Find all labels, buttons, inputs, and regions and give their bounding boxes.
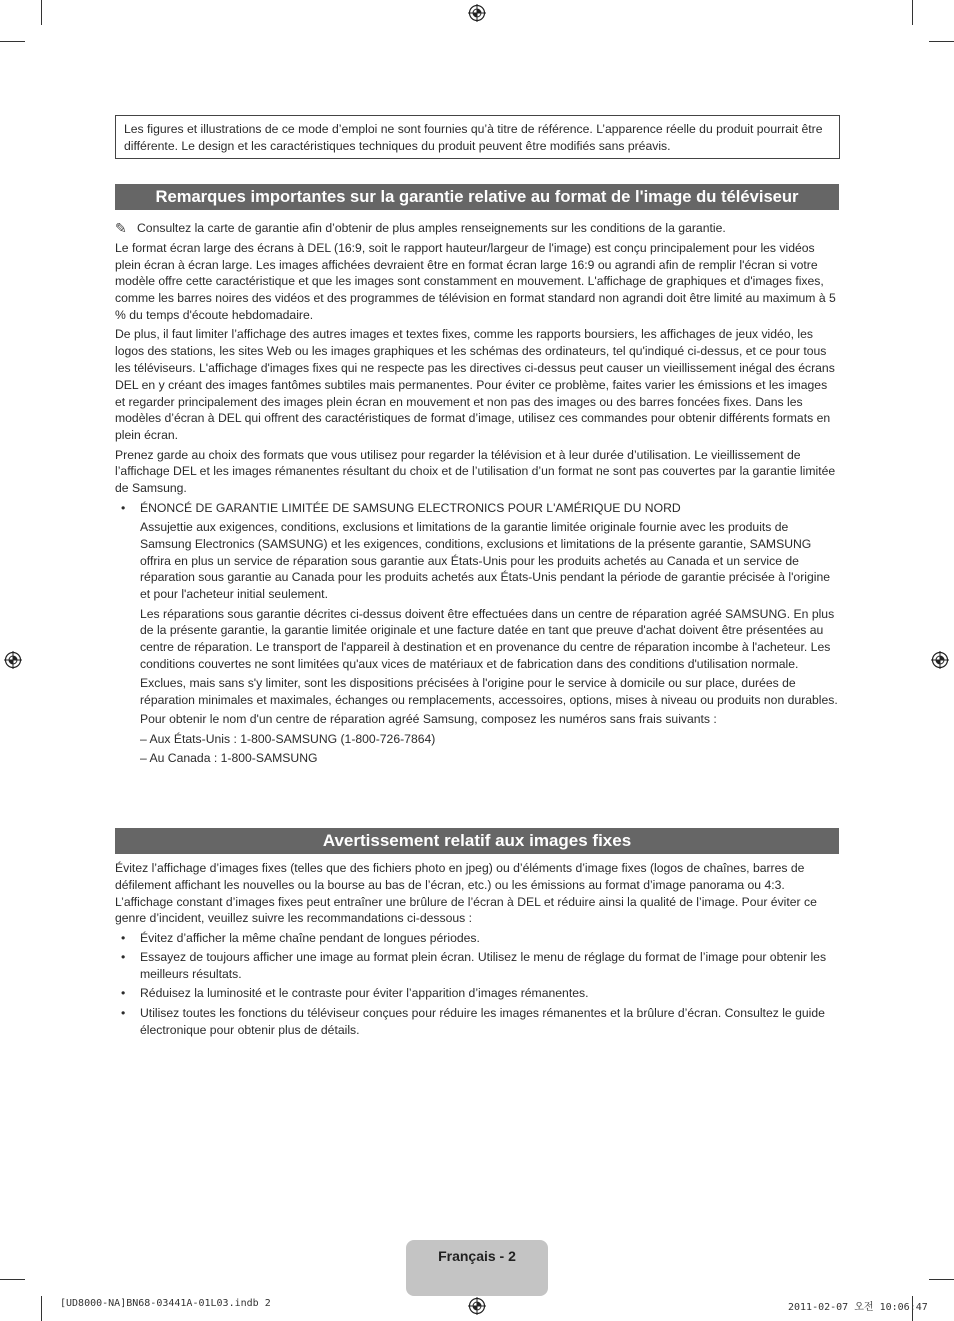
section-title: Remarques importantes sur la garantie relative au format de l'image du téléviseur	[155, 187, 799, 206]
bullet-dot: •	[121, 986, 126, 1001]
paragraph: Assujettie aux exigences, conditions, exclusions et limitations de la garantie limitée originale fournie avec les produits de Samsung Electronics (SAMSUNG) et les exigences, conditions, exclusions et limitations de la présente garantie, SAMSUNG offrira en plus un service de réparation sous garantie aux États-Unis pour les produits achetés au Canada et un service de réparation sous garantie au Canada pour les produits achetés aux États-Unis pendant la période de garantie précisée à l'origine et pour l'acheteur initial seulement.	[140, 519, 831, 602]
disclaimer-text: Les figures et illustrations de ce mode d’emploi ne sont fournies qu’à titre de référence. L’apparence réelle du produit pourrait être différente. Le design et les caractéristiques techniques du produit peuvent être modifiés sans préavis.	[124, 122, 823, 153]
registration-mark-icon	[931, 651, 949, 669]
list-item-text: Réduisez la luminosité et le contraste pour éviter l’apparition d’images rémanentes.	[140, 986, 589, 1001]
crop-mark	[0, 1279, 25, 1280]
bullet-dot: •	[121, 950, 126, 965]
note-text: Consultez la carte de garantie afin d’obtenir de plus amples renseignements sur les conditions de la garantie.	[137, 221, 726, 235]
list-item	[115, 930, 839, 947]
paragraph: Prenez garde au choix des formats que vous utilisez pour regarder la télévision et à leur durée d’utilisation. Le vieillissement de l’affichage DEL et les images rémanentes résultant du choix et de l’utilisation d’un format ne sont pas couvertes par la garantie limitée de Samsung.	[115, 447, 836, 496]
note-line	[115, 220, 839, 237]
print-file-info: [UD8000-NA]BN68-03441A-01L03.indb 2	[60, 1298, 271, 1309]
list-item-text: ÉNONCÉ DE GARANTIE LIMITÉE DE SAMSUNG ELECTRONICS POUR L'AMÉRIQUE DU NORD	[140, 500, 681, 515]
crop-mark	[41, 1296, 42, 1321]
paragraph: Pour obtenir le nom d'un centre de réparation agréé Samsung, composez les numéros sans frais suivants :	[140, 712, 717, 727]
phone-canada: – Au Canada : 1-800-SAMSUNG	[140, 751, 318, 766]
list-item	[115, 500, 839, 517]
registration-mark-icon	[468, 1297, 486, 1315]
note-pencil-icon: ✎	[115, 220, 127, 236]
bullet-list	[115, 500, 839, 517]
warranty-statement	[115, 519, 839, 767]
disclaimer-box	[115, 115, 840, 159]
crop-mark	[0, 41, 25, 42]
warranty-section-body	[115, 220, 839, 770]
list-item	[115, 985, 839, 1002]
paragraph: De plus, il faut limiter l’affichage des autres images et textes fixes, comme les rapports boursiers, les affichages de jeux vidéo, les logos des stations, les sites Web ou les images graphiques et les schémas des ordinateurs, tel qu'indiqué ci-dessus, et ce pour tous les téléviseurs. L'affichage d'images fixes qui ne respecte pas les directives ci-dessus peut causer un vieillissement inégal des écrans DEL en y créant des images fantômes subtiles mais permanentes. Pour éviter ce problème, faites varier les émissions et les images et regarder principalement des images plein écran en mouvement et non pas des images ou des barres foncées fixes. Dans les modèles d’écran à DEL qui offrent des caractéristiques de format d’image, utilisez ces commandes pour obtenir différents formats en plein écran.	[115, 327, 835, 443]
page-label: Français - 2	[438, 1248, 516, 1264]
still-images-section-body	[115, 860, 839, 1041]
bullet-list	[115, 930, 839, 1039]
bullet-dot: •	[121, 500, 126, 515]
crop-mark	[912, 0, 913, 25]
registration-mark-icon	[4, 651, 22, 669]
section-header-still-images	[115, 828, 839, 854]
section-header-warranty	[115, 184, 839, 210]
page-number-tab	[406, 1240, 548, 1296]
bullet-dot: •	[121, 1005, 126, 1020]
list-item	[115, 949, 839, 983]
list-item-text: Utilisez toutes les fonctions du téléviseur conçues pour réduire les images rémanentes et la brûlure d’écran. Consultez le guide électronique pour obtenir plus de détails.	[140, 1005, 825, 1037]
paragraph: Le format écran large des écrans à DEL (16:9, soit le rapport hauteur/largeur de l'image) est conçu principalement pour les vidéos plein écran à écran large. Les images affichées devraient être en format écran large 16:9 ou agrandi afin de remplir l'écran si votre modèle offre cette caractéristique et que les images sont constamment en mouvement. L'affichage de graphiques et d'images fixes, comme les barres noires des vidéos et des programmes de télévision en format standard non agrandi doit être limité au maximum à 5 % du temps d'écoute hebdomadaire.	[115, 240, 836, 322]
bullet-dot: •	[121, 930, 126, 945]
phone-us: – Aux États-Unis : 1-800-SAMSUNG (1-800-726-7864)	[140, 731, 436, 746]
section-title: Avertissement relatif aux images fixes	[322, 831, 632, 850]
list-item-text: Essayez de toujours afficher une image au format plein écran. Utilisez le menu de réglage du format de l’image pour obtenir les meilleurs résultats.	[140, 950, 827, 981]
paragraph: Les réparations sous garantie décrites ci-dessus doivent être effectuées dans un centre de réparation agréé SAMSUNG. En plus de la présente garantie, la garantie limitée originale et une facture datée en tant que preuve d'achat doivent être présentées au centre de réparation. Le transport de l'appareil à destination et en provenance du centre de réparation incombe à l'acheteur. Les conditions couvertes ne sont limitées qu'aux vices de matériaux et de fabrication dans des conditions d'utilisation normale.	[140, 606, 835, 671]
paragraph: Exclues, mais sans s'y limiter, sont les dispositions précisées à l'origine pour le service à domicile ou sur place, durées de réparation minimales et maximales, échanges ou remplacements, accessoires, options, mises à niveau ou produits non durables.	[140, 676, 838, 708]
list-item-text: Évitez d’afficher la même chaîne pendant de longues périodes.	[140, 930, 480, 945]
list-item	[115, 1005, 839, 1039]
registration-mark-icon	[468, 4, 486, 22]
crop-mark	[929, 1279, 954, 1280]
paragraph: Évitez l’affichage d’images fixes (telles que des fichiers photo en jpeg) ou d’éléments d’image fixes (logos de chaînes, barres de défilement affichant les nouvelles ou la bourse au bas de l’écran, etc.) ou les émissions au format d’image panorama ou 4:3. L’affichage constant d’images fixes peut entraîner une brûlure de l’écran à DEL et réduire ainsi la qualité de l’image. Pour éviter ce genre d’incident, veuillez suivre les recommandations ci-dessous :	[115, 861, 817, 926]
print-timestamp: 2011-02-07 오전 10:06:47	[788, 1302, 928, 1313]
crop-mark	[41, 0, 42, 25]
crop-mark	[929, 41, 954, 42]
